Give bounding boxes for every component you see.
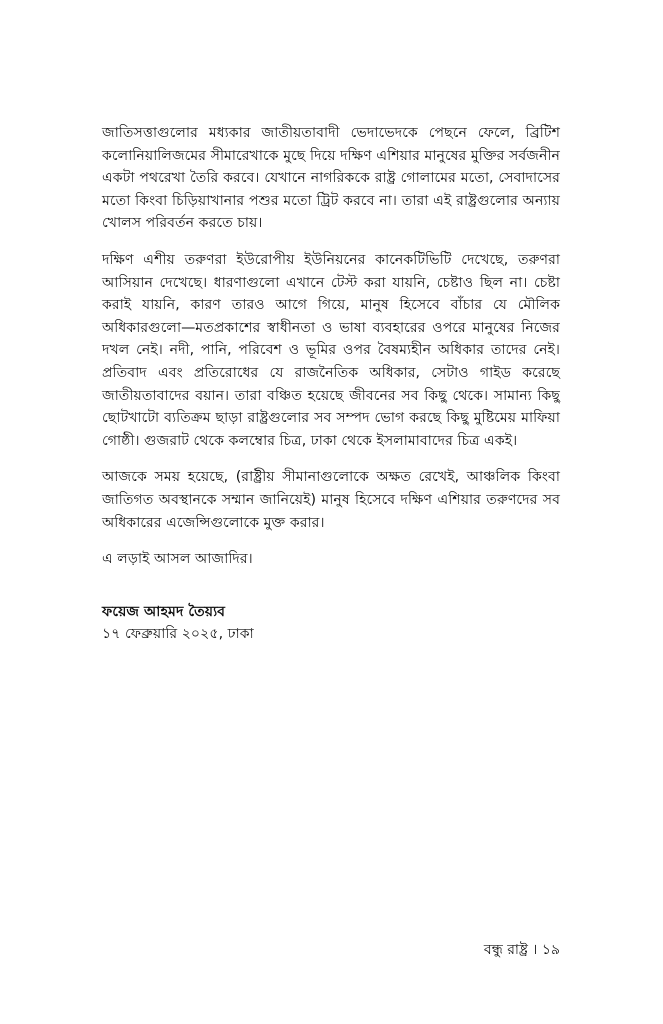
running-footer: বন্ধু রাষ্ট্র । ১৯ xyxy=(483,942,560,958)
author-name: ফয়েজ আহমদ তৈয়্যব xyxy=(102,603,226,620)
date-place: ১৭ ফেব্রুয়ারি ২০২৫, ঢাকা xyxy=(102,626,254,643)
paragraph-4: এ লড়াই আসল আজাদির। xyxy=(102,551,253,568)
paragraph-2: দক্ষিণ এশীয় তরুণরা ইউরোপীয় ইউনিয়নের কানেকটিভিটি দেখেছে, তরুণরা আসিয়ান দেখেছে। ধারণাগুলো এখানে টেস্ট করা যায়নি, চেষ্টাও ছিল না। চেষ্টা করাই যায়নি, কারণ তারও আগে গিয়ে, মানুষ হিসেবে বাঁচার যে মৌলিক অধিকারগুলো—মতপ্রকাশের স্বাধীনতা ও ভাষা ব্যবহারের ওপরে মানুষের নিজের দখল নেই। নদী, পানি, পরিবেশ ও ভূমির ওপর বৈষম্যহীন অধিকার তাদের নেই। প্রতিবাদ এবং প্রতিরোধের যে রাজনৈতিক অধিকার, সেটাও গাইড করেছে জাতীয়তাবাদের বয়ান। তারা বঞ্চিত হয়েছে জীবনের সব কিছু থেকে। সামান্য কিছু ছোটখাটো ব্যতিক্রম ছাড়া রাষ্ট্রগুলোর সব সম্পদ ভোগ করছে কিছু মুষ্টিমেয় মাফিয়া গোষ্ঠী। গুজরাট থেকে কলম্বোর চিত্র, ঢাকা থেকে ইসলামাবাদের চিত্র একই। xyxy=(102,251,560,449)
signature-block xyxy=(102,601,560,646)
page-body xyxy=(102,122,560,646)
paragraph-3: আজকে সময় হয়েছে, (রাষ্ট্রীয় সীমানাগুলোকে অক্ষত রেখেই, আঞ্চলিক কিংবা জাতিগত অবস্থানকে সম্মান জানিয়েই) মানুষ হিসেবে দক্ষিণ এশিয়ার তরুণদের সব অধিকারের এজেন্সিগুলোকে মুক্ত করার। xyxy=(102,469,560,531)
paragraph-1: জাতিসত্তাগুলোর মধ্যকার জাতীয়তাবাদী ভেদাভেদকে পেছনে ফেলে, ব্রিটিশ কলোনিয়ালিজমের সীমারেখাকে মুছে দিয়ে দক্ষিণ এশিয়ার মানুষের মুক্তির সর্বজনীন একটা পথরেখা তৈরি করবে। যেখানে নাগরিককে রাষ্ট্র গোলামের মতো, সেবাদাসের মতো কিংবা চিড়িয়াখানার পশুর মতো ট্রিট করবে না। তারা এই রাষ্ট্রগুলোর অন্যায় খোলস পরিবর্তন করতে চায়। xyxy=(102,125,560,232)
